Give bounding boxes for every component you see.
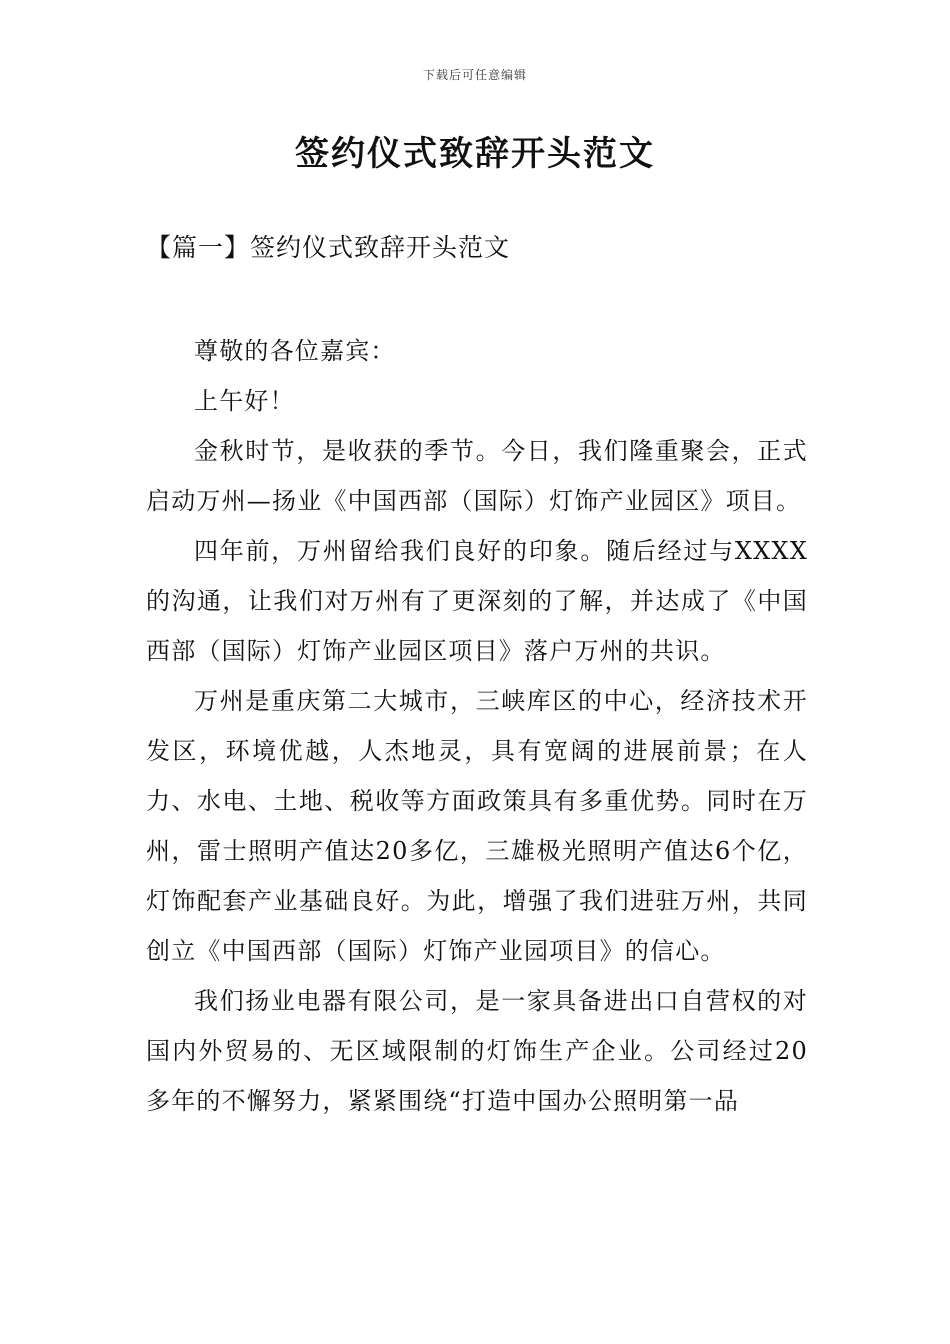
section-heading: 【篇一】签约仪式致辞开头范文 xyxy=(146,233,511,262)
body-text xyxy=(146,326,808,1126)
paragraph: 四年前，万州留给我们良好的印象。随后经过与XXXX的沟通，让我们对万州有了更深刻的了解，并达成了《中国西部（国际）灯饰产业园区项目》落户万州的共识。 xyxy=(146,537,808,665)
paragraph: 我们扬业电器有限公司，是一家具备进出口自营权的对国内外贸易的、无区域限制的灯饰生产企业。公司经过20多年的不懈努力，紧紧围绕“打造中国办公照明第一品 xyxy=(146,987,808,1115)
paragraph-greeting: 上午好！ xyxy=(194,387,295,415)
paragraph: 万州是重庆第二大城市，三峡库区的中心，经济技术开发区，环境优越，人杰地灵，具有宽阔的进展前景；在人力、水电、土地、税收等方面政策具有多重优势。同时在万州，雷士照明产值达20多亿，三雄极光照明产值达6个亿，灯饰配套产业基础良好。为此，增强了我们进驻万州，共同创立《中国西部（国际）灯饰产业园项目》的信心。 xyxy=(146,687,808,965)
paragraph: 金秋时节，是收获的季节。今日，我们隆重聚会，正式启动万州—扬业《中国西部（国际）灯饰产业园区》项目。 xyxy=(146,437,808,515)
paragraph-salutation: 尊敬的各位嘉宾： xyxy=(194,337,396,365)
header-note: 下载后可任意编辑 xyxy=(422,68,527,82)
page-title: 签约仪式致辞开头范文 xyxy=(295,134,655,174)
